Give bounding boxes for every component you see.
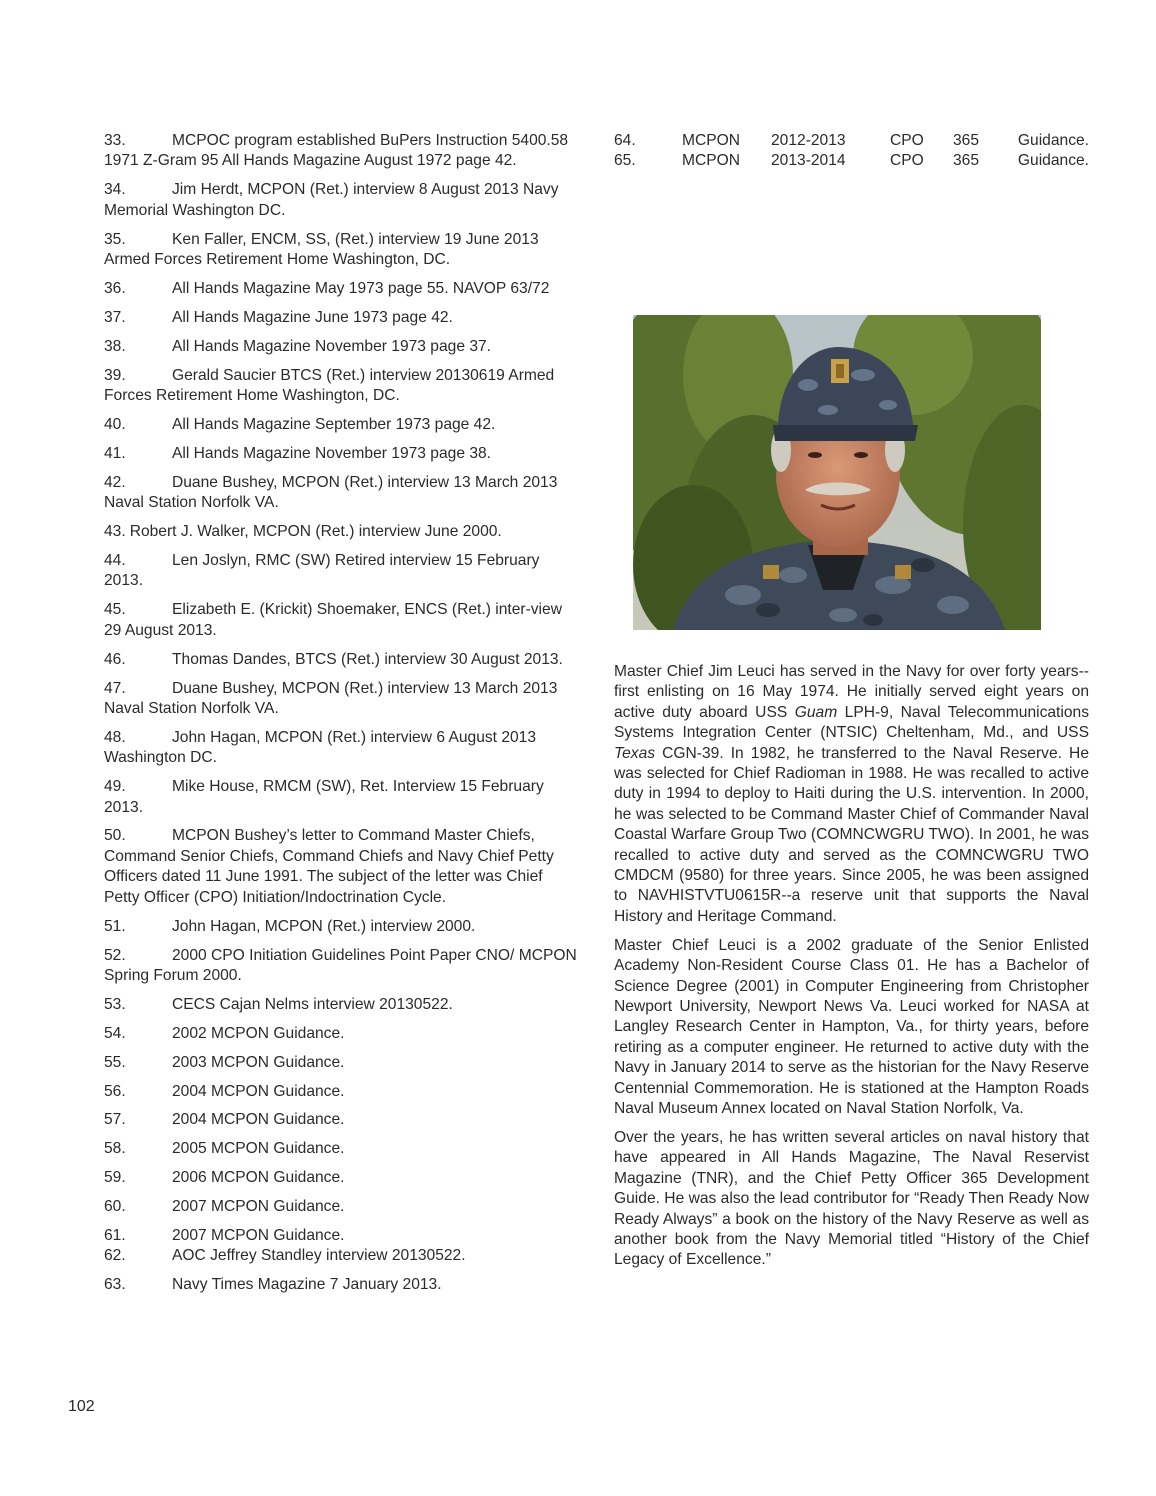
endnote-text: All Hands Magazine May 1973 page 55. NAVOP 63/72 [172,279,550,297]
endnote [104,826,582,908]
endnote [104,180,582,221]
endnote [104,1168,582,1188]
endnote-number: 44. [104,552,126,569]
endnote-text: 2006 MCPON Guidance. [172,1169,345,1187]
endnote-text: Duane Bushey, MCPON (Ret.) interview 13 March 2013 Naval Station Norfolk VA. [104,473,558,512]
page-number: 102 [68,1398,95,1415]
endnote-number: 56. [104,1082,126,1100]
endnote-number: 41. [104,444,126,462]
portrait-illustration [633,315,1041,630]
endnote [104,1226,582,1246]
endnote [104,308,582,328]
endnote-text: Gerald Saucier BTCS (Ret.) interview 20130619 Armed Forces Retirement Home Washington, DC. [104,366,555,405]
endnote-number: 40. [104,415,126,433]
endnote-number: 43. [104,523,126,541]
endnote-text: Robert J. Walker, MCPON (Ret.) interview June 2000. [129,523,502,541]
endnote-number: 36. [104,279,126,297]
bio-paragraph: Over the years, he has written several articles on naval history that have appeared in All Hands Magazine, The Naval Reservist Magazine (TNR), and the Chief Petty Officer 365 Development Guide. He was also the lead contributor for “Ready Then Ready Now Ready Always” a book on the history of the Navy Reserve as well as another book from the Navy Memorial titled “History of the Chief Legacy of Excellence.” [614,1128,1089,1269]
endnote-number: 59. [104,1169,126,1187]
endnote-number: 54. [104,1024,126,1042]
bio-text: Master Chief Jim Leuci has served in the Navy for over forty years--first enlisting on 16 May 1974. He initially served eight years on active duty aboard USS [614,663,1089,721]
ship-name-guam: Guam [794,703,838,721]
endnote [614,151,1089,171]
endnote-number: 42. [104,473,126,491]
endnote-number: 38. [104,337,126,355]
endnote [104,551,582,592]
endnote-number: 64. [614,132,636,149]
endnote [104,1197,582,1217]
endnote-number: 35. [104,230,126,248]
endnote-text: Len Joslyn, RMC (SW) Retired interview 15 February 2013. [104,552,540,590]
endnote-number: 50. [104,827,126,845]
endnote-text: 2003 MCPON Guidance. [172,1053,345,1071]
bio-paragraph: Master Chief Leuci is a 2002 graduate of the Senior Enlisted Academy Non-Resident Course Class 01. He has a Bachelor of Science Degree (2001) in Computer Engineering from Christopher Newport University, Newport News Va. Leuci worked for NASA at Langley Research Center in Hampton, Va., for thirty years, before retiring as a computer engineer. He returned to active duty with the Navy in January 2014 to serve as the historian for the Navy Reserve Centennial Commemoration. He is stationed at the Hampton Roads Naval Museum Annex located on Naval Station Norfolk, Va. [614,936,1089,1118]
endnote-text: Navy Times Magazine 7 January 2013. [172,1276,442,1294]
endnote-number: 34. [104,181,126,199]
endnote-number: 65. [614,152,636,170]
endnote-cpo: CPO [890,132,924,149]
endnote [104,679,582,720]
endnote-cpo: CPO [890,152,924,170]
endnote [104,337,582,357]
endnote-text: Ken Faller, ENCM, SS, (Ret.) interview 19 June 2013 Armed Forces Retirement Home Washington, DC. [104,230,539,269]
endnote [104,728,582,769]
endnote [104,279,582,299]
endnote-title: MCPON [682,152,741,170]
endnote-text: All Hands Magazine November 1973 page 38. [172,444,492,462]
endnote [104,366,582,407]
endnote [104,1053,582,1073]
bio-text: LPH-9, Naval Telecommunications Systems Integration Center (NTSIC) Cheltenham, Md., and USS [614,703,1089,742]
endnote [104,600,582,641]
endnote [104,415,582,435]
endnote-365: 365 [953,132,980,149]
endnote-number: 49. [104,778,126,796]
endnote-text: Duane Bushey, MCPON (Ret.) interview 13 March 2013 Naval Station Norfolk VA. [104,679,558,717]
endnote-text: John Hagan, MCPON (Ret.) interview 2000. [172,917,476,935]
endnote-number: 45. [104,601,126,619]
endnote [104,473,582,514]
endnote-number: 62. [104,1247,126,1265]
endnote-text: Jim Herdt, MCPON (Ret.) interview 8 August 2013 Navy Memorial Washington DC. [104,181,559,219]
endnote [104,946,582,987]
endnote-number: 58. [104,1140,126,1158]
endnote-text: Mike House, RMCM (SW), Ret. Interview 15 February 2013. [104,778,544,816]
endnote-text: MCPOC program established BuPers Instruction 5400.58 1971 Z-Gram 95 All Hands Magazine August 1972 page 42. [104,132,569,170]
endnote-guidance: Guidance. [1017,152,1089,170]
endnote-title: MCPON [682,132,741,149]
endnote [104,131,582,172]
endnote-text: 2002 MCPON Guidance. [172,1024,345,1042]
endnotes-left-column [104,131,582,1304]
endnote [104,1110,582,1130]
endnote-text: All Hands Magazine September 1973 page 42. [172,415,496,433]
endnote-text: MCPON Bushey’s letter to Command Master Chiefs, Command Senior Chiefs, Command Chiefs and Navy Chief Petty Officers dated 11 June 1991. The subject of the letter was Chief Petty Officer (CPO) Initiation/Indoctrination Cycle. [104,827,554,906]
endnote-text: Elizabeth E. (Krickit) Shoemaker, ENCS (Ret.) inter-view 29 August 2013. [104,601,562,639]
endnote-number: 53. [104,995,126,1013]
endnote-text: 2000 CPO Initiation Guidelines Point Paper CNO/ MCPON Spring Forum 2000. [104,946,577,984]
endnote [104,522,582,542]
endnotes-right-column [614,131,1089,172]
endnote [104,917,582,937]
endnote-text: 2007 MCPON Guidance. [172,1198,345,1216]
endnote-text: CECS Cajan Nelms interview 20130522. [172,995,453,1013]
endnote-text: 2004 MCPON Guidance. [172,1082,345,1100]
endnote-text: Thomas Dandes, BTCS (Ret.) interview 30 August 2013. [172,650,563,668]
endnote [104,777,582,818]
endnote-text: 2004 MCPON Guidance. [172,1111,345,1129]
endnote-number: 39. [104,366,126,384]
ship-name-texas: Texas [614,744,656,762]
endnote [104,444,582,464]
endnote-text: All Hands Magazine June 1973 page 42. [172,308,453,326]
endnote-text: John Hagan, MCPON (Ret.) interview 6 August 2013 Washington DC. [104,728,537,767]
endnote-years: 2013-2014 [771,152,846,170]
endnote-text: All Hands Magazine November 1973 page 37. [172,337,492,355]
endnote [104,1246,582,1266]
endnote-number: 55. [104,1053,126,1071]
author-biography [614,662,1089,1279]
endnote-number: 33. [104,132,126,149]
endnote-365: 365 [953,152,980,170]
bio-text: CGN-39. In 1982, he transferred to the Naval Reserve. He was selected for Chief Radioman in 1988. He was recalled to active duty in 1994 to deploy to Haiti during the U.S. intervention. In 2000, he was selected to be Command Master Chief of Commander Naval Coastal Warfare Group Two (COMNCWGRU TWO). In 2001, he was recalled to active duty and served as the COMNCWGRU TWO CMDCM (9580) for three years. Since 2005, he was been assigned to NAVHISTVTU0615R--a reserve unit that supports the Naval History and Heritage Command. [614,744,1089,925]
endnote-number: 61. [104,1227,126,1245]
endnote [104,995,582,1015]
endnote [104,1139,582,1159]
endnote-number: 46. [104,650,126,668]
endnote [104,1024,582,1044]
endnote-number: 57. [104,1111,126,1129]
endnote-text: 2005 MCPON Guidance. [172,1140,345,1158]
endnote [104,230,582,271]
endnote-text: AOC Jeffrey Standley interview 20130522. [172,1247,466,1265]
endnote-number: 47. [104,679,126,697]
endnote-number: 48. [104,728,126,746]
endnote-guidance: Guidance. [1017,132,1089,149]
endnote [104,1275,582,1295]
endnote-number: 51. [104,917,126,935]
endnote [104,1082,582,1102]
endnote-number: 37. [104,308,126,326]
endnote-number: 52. [104,946,126,964]
portrait-photo [633,315,1041,630]
endnote [614,131,1089,151]
endnote [104,650,582,670]
endnote-number: 60. [104,1198,126,1216]
bio-paragraph [614,662,1089,927]
endnote-number: 63. [104,1276,126,1294]
endnote-years: 2012-2013 [771,132,846,149]
endnote-text: 2007 MCPON Guidance. [172,1227,345,1245]
